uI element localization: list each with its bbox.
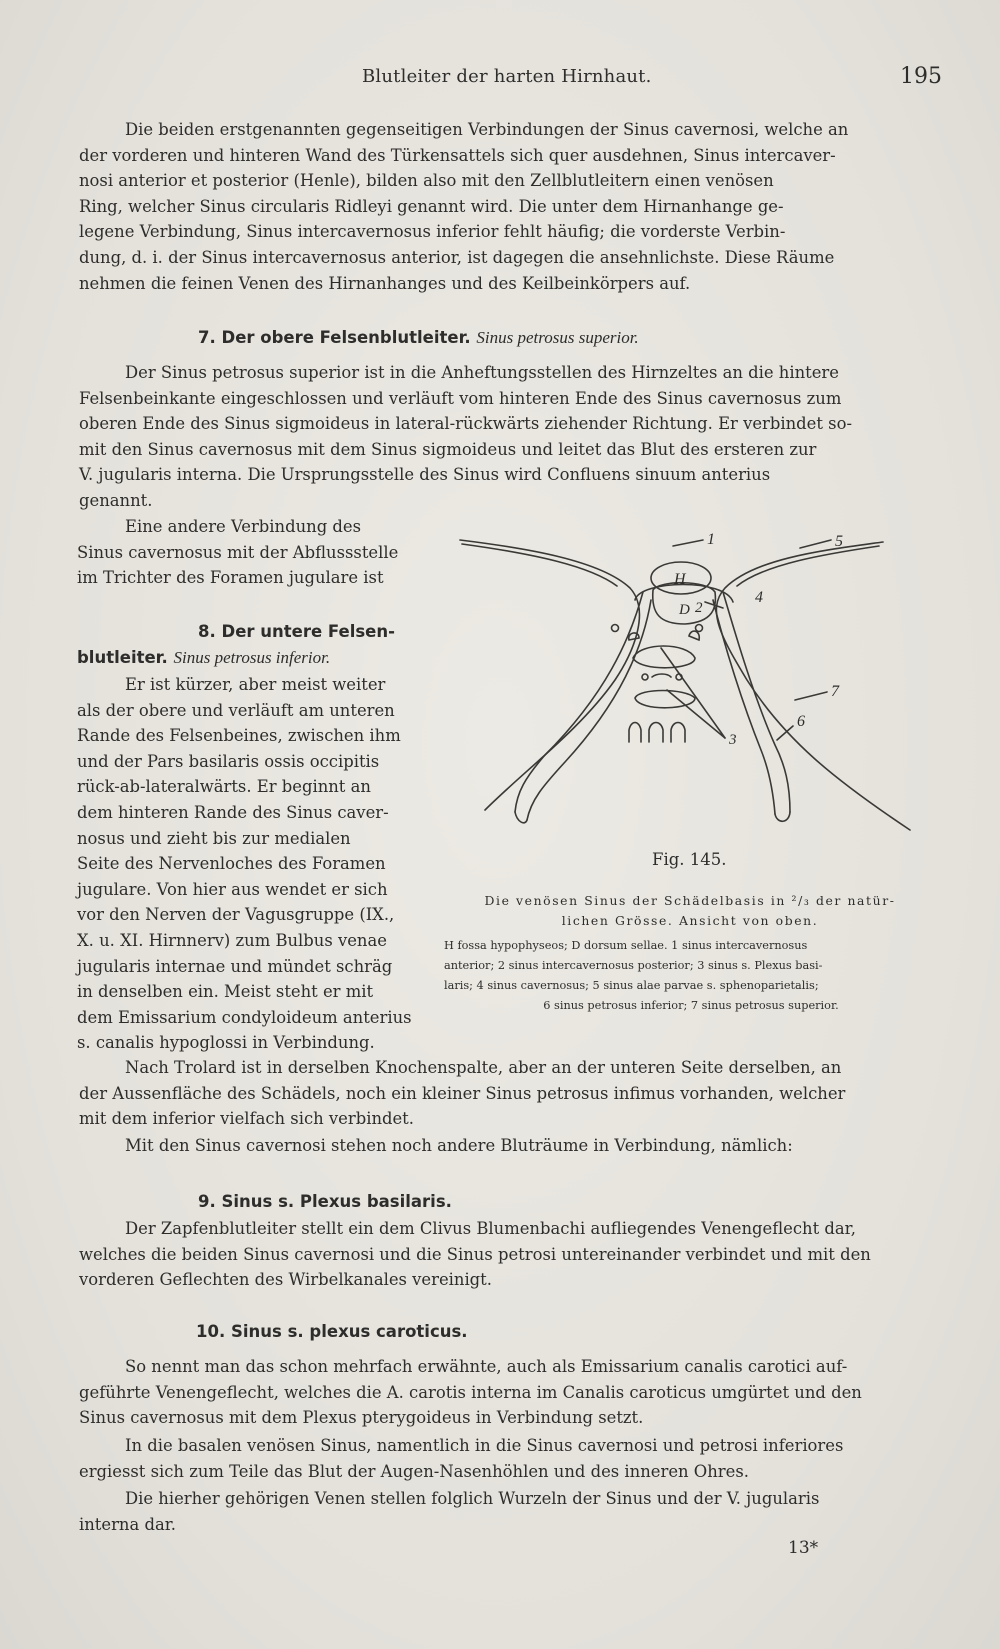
section-number: 9. <box>198 1192 216 1211</box>
figure-legend <box>444 936 938 1016</box>
inner-right-wing <box>737 546 879 586</box>
text-line: Sinus cavernosus mit der Abflussstelle <box>77 542 399 562</box>
text-line: geführte Venengeflecht, welches die A. carotis interna im Canalis caroticus umgürtet und den <box>79 1382 862 1402</box>
leader-5 <box>800 540 831 548</box>
label-h: H <box>674 571 686 588</box>
label-1: 1 <box>707 531 715 548</box>
section-number: 8. <box>198 622 216 641</box>
small-foramen-right <box>689 631 699 640</box>
text-line: Ring, welcher Sinus circularis Ridleyi genannt wird. Die unter dem Hirnanhange ge- <box>79 196 784 216</box>
section-7-heading <box>198 328 639 348</box>
text-line: Nach Trolard ist in derselben Knochenspalte, aber an der unteren Seite derselben, an <box>125 1058 842 1077</box>
text-line: jugularis internae und mündet schräg <box>77 956 393 976</box>
legend-line: anterior; 2 sinus intercavernosus posterior; 3 sinus s. Plexus basi- <box>444 959 823 972</box>
paragraph-trolard <box>79 1055 931 1132</box>
text-line: Eine andere Verbindung des <box>125 517 362 536</box>
text-line: Felsenbeinkante eingeschlossen und verläuft vom hinteren Ende des Sinus cavernosus zum <box>79 388 842 408</box>
section-title: Sinus s. plexus caroticus. <box>230 1322 468 1341</box>
running-header <box>0 64 1000 92</box>
plexus-arch-2 <box>649 723 663 743</box>
label-5: 5 <box>835 533 843 550</box>
caption-text: lichen Grösse. Ansicht von oben. <box>561 913 819 928</box>
text-line: Seite des Nervenloches des Foramen <box>77 854 386 874</box>
section-10-heading <box>196 1322 468 1341</box>
outline-left-wing <box>460 540 639 810</box>
section-title: Der obere Felsenblutleiter. <box>221 328 471 347</box>
text-line: Rande des Felsenbeines, zwischen ihm <box>77 726 401 746</box>
text-line: Der Zapfenblutleiter stellt ein dem Clivus Blumenbachi aufliegendes Venengeflecht dar, <box>125 1219 856 1238</box>
legend-line: laris; 4 sinus cavernosus; 5 sinus alae parvae s. sphenoparietalis; <box>444 979 819 992</box>
plexus-line <box>652 674 671 677</box>
leader-7 <box>795 692 827 700</box>
section-title: Der untere Felsen- <box>221 622 395 641</box>
figure-label: Fig. 145. <box>652 850 727 869</box>
text-line: legene Verbindung, Sinus intercavernosus inferior fehlt häufig; die vorderste Verbin- <box>79 222 786 242</box>
text-line: Mit den Sinus cavernosi stehen noch andere Bluträume in Verbindung, nämlich: <box>125 1136 793 1155</box>
text-line: Sinus cavernosus mit dem Plexus pterygoideus in Verbindung setzt. <box>79 1408 644 1428</box>
text-line: vor den Nerven der Vagusgruppe (IX., <box>77 905 395 925</box>
text-line: Er ist kürzer, aber meist weiter <box>125 675 386 694</box>
text-line: rück-ab-lateralwärts. Er beginnt an <box>77 777 371 797</box>
text-line: im Trichter des Foramen jugulare ist <box>77 568 384 588</box>
section-8-heading-a <box>198 622 395 641</box>
left-band-end <box>515 812 527 823</box>
paragraph-basal-sinus <box>79 1433 931 1484</box>
text-line: nosi anterior et posterior (Henle), bilden also mit den Zellblutleitern einen venösen <box>79 171 774 191</box>
right-band-end <box>775 812 790 821</box>
label-7: 7 <box>831 683 839 700</box>
text-line: als der obere und verläuft am unteren <box>77 700 395 720</box>
figure-caption-line <box>440 911 940 931</box>
leader-6 <box>777 726 793 740</box>
plexus-opening-a <box>642 674 648 680</box>
paragraph-intercavernous <box>79 117 931 296</box>
plexus-arch-1 <box>629 723 641 743</box>
right-petrosal-band <box>723 592 790 812</box>
text-line: und der Pars basilaris ossis occipitis <box>77 751 380 771</box>
legend-line: 6 sinus petrosus inferior; 7 sinus petrosus superior. <box>543 999 839 1012</box>
text-line: der Aussenfläche des Schädels, noch ein kleiner Sinus petrosus infimus vorhanden, welcher <box>79 1083 846 1103</box>
paragraph-plexus-basilaris <box>79 1216 931 1293</box>
label-3: 3 <box>729 732 737 748</box>
paragraph-other-blood-spaces <box>79 1133 931 1159</box>
label-6: 6 <box>797 713 805 730</box>
text-line: nehmen die feinen Venen des Hirnanhanges und des Keilbeinkörpers auf. <box>79 273 691 293</box>
text-line: dem Emissarium condyloideum anterius <box>77 1007 412 1027</box>
section-8-heading-b <box>77 648 330 668</box>
paragraph-petrosus-inferior <box>77 672 415 1056</box>
text-line: jugulare. Von hier aus wendet er sich <box>77 879 388 899</box>
signature-mark: 13* <box>788 1538 819 1558</box>
label-d: D <box>679 602 690 618</box>
left-petrosal-band <box>515 592 643 812</box>
figure-caption-line <box>440 891 940 911</box>
text-line: nosus und zieht bis zur medialen <box>77 828 351 848</box>
text-line: der vorderen und hinteren Wand des Türkensattels sich quer ausdehnen, Sinus intercaver- <box>79 145 836 165</box>
text-line: So nennt man das schon mehrfach erwähnte, auch als Emissarium canalis carotici auf- <box>125 1357 848 1376</box>
text-line: welches die beiden Sinus cavernosi und die Sinus petrosi untereinander verbindet und mit den <box>79 1244 871 1264</box>
small-foramen-left <box>629 633 639 640</box>
label-2: 2 <box>695 600 703 616</box>
running-title: Blutleiter der harten Hirnhaut. <box>362 66 652 87</box>
text-line: Die hierher gehörigen Venen stellen folglich Wurzeln der Sinus und der V. jugularis <box>125 1489 820 1508</box>
section-number: 7. <box>198 328 216 347</box>
text-line: ergiesst sich zum Teile das Blut der Augen-Nasenhöhlen und des inneren Ohres. <box>79 1461 749 1481</box>
leader-1 <box>673 540 703 546</box>
text-line: in denselben ein. Meist steht er mit <box>77 982 374 1002</box>
paragraph-plexus-caroticus <box>79 1354 931 1431</box>
paragraph-other-connection <box>77 514 415 591</box>
opening-left <box>612 625 619 632</box>
text-line: mit dem inferior vielfach sich verbindet. <box>79 1109 414 1129</box>
text-line: mit den Sinus cavernosus mit dem Sinus sigmoideus und leitet das Blut des ersteren zur <box>79 439 817 459</box>
paragraph-petrosus-superior <box>79 360 931 514</box>
text-line: In die basalen venösen Sinus, namentlich in die Sinus cavernosi und petrosi inferiores <box>125 1436 844 1455</box>
text-line: vorderen Geflechten des Wirbelkanales vereinigt. <box>79 1270 492 1290</box>
paragraph-roots <box>79 1486 931 1537</box>
section-latin: Sinus petrosus superior. <box>476 328 639 347</box>
text-line: Die beiden erstgenannten gegenseitigen Verbindungen der Sinus cavernosi, welche an <box>125 120 849 139</box>
inner-left-wing <box>462 544 617 586</box>
text-line: dem hinteren Rande des Sinus caver- <box>77 802 389 822</box>
plexus-chamber-1 <box>633 646 695 668</box>
section-title-cont: blutleiter. <box>77 648 168 667</box>
page-number: 195 <box>900 64 942 89</box>
section-title: Sinus s. Plexus basilaris. <box>221 1192 452 1211</box>
text-line: s. canalis hypoglossi in Verbindung. <box>77 1033 375 1053</box>
section-number: 10. <box>196 1322 226 1341</box>
text-line: V. jugularis interna. Die Ursprungsstelle des Sinus wird Confluens sinuum anterius <box>79 465 771 485</box>
outline-right-wing <box>716 542 910 830</box>
section-9-heading <box>198 1192 452 1211</box>
text-line: X. u. XI. Hirnnerv) zum Bulbus venae <box>77 930 387 950</box>
legend-line: H fossa hypophyseos; D dorsum sellae. 1 sinus intercavernosus <box>444 939 808 952</box>
plexus-arch-3 <box>671 723 685 743</box>
caption-text: Die venösen Sinus der Schädelbasis in ²/₃ der natür- <box>484 893 896 908</box>
opening-right <box>696 625 703 632</box>
venous-sinus-diagram <box>455 530 935 842</box>
text-line: genannt. <box>79 490 153 510</box>
label-4: 4 <box>755 589 763 606</box>
section-latin: Sinus petrosus inferior. <box>173 648 331 667</box>
text-line: interna dar. <box>79 1514 176 1534</box>
text-line: Der Sinus petrosus superior ist in die Anheftungsstellen des Hirnzeltes an die hintere <box>125 363 839 382</box>
text-line: dung, d. i. der Sinus intercavernosus anterior, ist dagegen die ansehnlichste. Diese Räume <box>79 247 835 267</box>
text-line: oberen Ende des Sinus sigmoideus in lateral-rückwärts ziehender Richtung. Er verbindet so- <box>79 414 852 434</box>
